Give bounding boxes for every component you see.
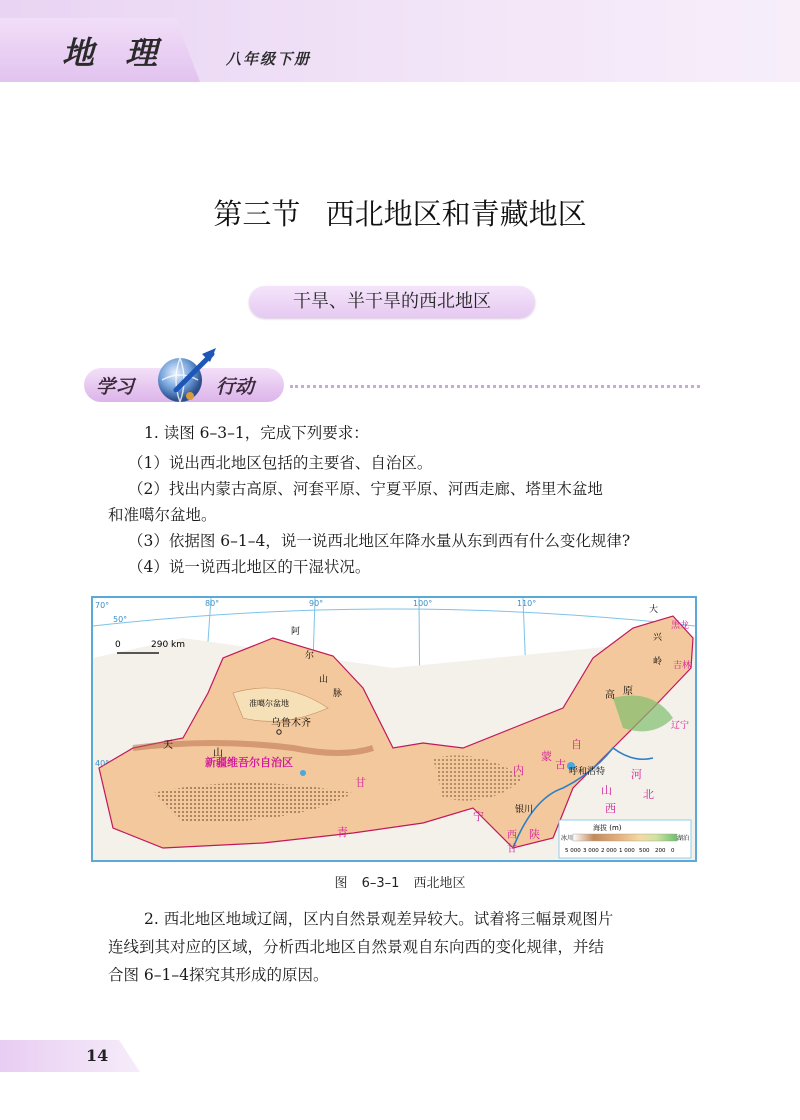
task2-line: 合图 6–1–4探究其形成的原因。 — [108, 966, 329, 984]
scale-zero: 0 — [115, 640, 121, 650]
region-beijing: 北 — [643, 788, 654, 801]
subsection-title: 干旱、半干旱的西北地区 — [249, 286, 535, 318]
legend-tick: 200 — [655, 848, 666, 854]
lon-label: 110° — [517, 599, 537, 608]
lon-label: 70° — [95, 601, 110, 610]
task1-item: （1）说出西北地区包括的主要省、自治区。 — [128, 454, 433, 472]
page-number: 14 — [86, 1046, 109, 1065]
legend-tick: 5 000 — [565, 848, 581, 854]
region-qinghai: 青 — [337, 826, 348, 839]
legend-tick: 1 000 — [619, 848, 635, 854]
task1-item: （4）说一说西北地区的干湿状况。 — [128, 558, 371, 576]
region-inner-mongolia: 内 — [513, 764, 524, 777]
action-label-right: 行动 — [216, 376, 255, 398]
footer-band — [0, 1040, 140, 1072]
place-urumqi: 乌鲁木齐 — [271, 718, 311, 729]
place-altai: 阿 — [291, 627, 301, 637]
region-inner-mongolia: 蒙 — [541, 750, 552, 763]
region-xinjiang: 新疆维吾尔自治区 — [205, 756, 293, 769]
lon-label: 80° — [205, 599, 220, 608]
place-altai: 山 — [319, 675, 329, 685]
lat-label: 50° — [113, 615, 128, 624]
region-gansu: 甘 — [355, 776, 366, 789]
legend-right: 湖泊 — [677, 835, 690, 842]
region-inner-mongolia: 古 — [555, 758, 566, 771]
place-khingan: 大 — [649, 605, 659, 615]
figure-caption: 图 6–3–1 西北地区 — [334, 876, 466, 891]
task1-item: （3）依据图 6–1–4，说一说西北地区年降水量从东到西有什么变化规律? — [128, 532, 631, 550]
place-hohhot: 呼和浩特 — [569, 767, 606, 777]
place-tianshan: 山 — [213, 748, 223, 759]
globe-arrow-icon — [150, 344, 222, 408]
region-gan2: 甘 — [507, 844, 517, 855]
elevation-legend — [559, 820, 691, 858]
northwest-map — [91, 596, 697, 862]
legend-tick: 2 000 — [601, 848, 617, 854]
place-tianshan: 天 — [163, 740, 173, 751]
region-hebei: 河 — [631, 768, 642, 781]
legend-left: 冰川 — [561, 835, 574, 842]
place-khingan: 岭 — [653, 657, 663, 667]
task2-line: 2. 西北地区地域辽阔，区内自然景观差异较大。试着将三幅景观图片 — [144, 910, 614, 928]
region-liaoning: 辽宁 — [671, 721, 690, 731]
lat-label: 40° — [95, 759, 110, 768]
subject-title: 地 理 — [62, 34, 168, 72]
lon-label: 100° — [413, 599, 433, 608]
region-xizang: 西 — [507, 830, 517, 841]
region-shanxi: 西 — [605, 802, 616, 815]
region-shaanxi: 陕 — [529, 828, 540, 841]
place-altai: 脉 — [333, 689, 343, 699]
task1-item: 和准噶尔盆地。 — [108, 506, 217, 524]
legend-tick: 3 000 — [583, 848, 599, 854]
task2-line: 连线到其对应的区域，分析西北地区自然景观自东向西的变化规律，并结 — [108, 938, 605, 956]
legend-title: 海拔 (m) — [593, 824, 622, 832]
place-highland: 高 — [605, 690, 615, 701]
section-title: 第三节 西北地区和青藏地区 — [213, 197, 587, 231]
task1-item: （2）找出内蒙古高原、河套平原、宁夏平原、河西走廊、塔里木盆地 — [128, 480, 603, 498]
region-heilongjiang: 黑龙 — [671, 621, 690, 631]
map-svg — [93, 598, 695, 860]
region-shanxi: 山 — [601, 784, 612, 797]
dotted-rule — [290, 385, 700, 388]
region-inner-mongolia: 自 — [571, 738, 582, 751]
lon-label: 90° — [309, 599, 324, 608]
lake — [300, 770, 306, 776]
region-ningxia: 宁 — [473, 810, 484, 823]
place-junggar: 准噶尔盆地 — [249, 699, 289, 708]
place-highland: 原 — [623, 686, 633, 697]
legend-tick: 0 — [671, 848, 675, 854]
place-yinchuan: 银川 — [515, 805, 534, 815]
task1-intro: 1. 读图 6–3–1，完成下列要求： — [144, 424, 369, 442]
grade-label: 八年级下册 — [226, 50, 312, 68]
place-altai: 尔 — [305, 651, 315, 661]
place-khingan: 兴 — [653, 633, 663, 643]
legend-tick: 500 — [639, 848, 650, 854]
region-jilin: 吉林 — [673, 661, 692, 671]
action-label-left: 学习 — [96, 376, 135, 398]
scale-km: 290 km — [151, 640, 186, 650]
